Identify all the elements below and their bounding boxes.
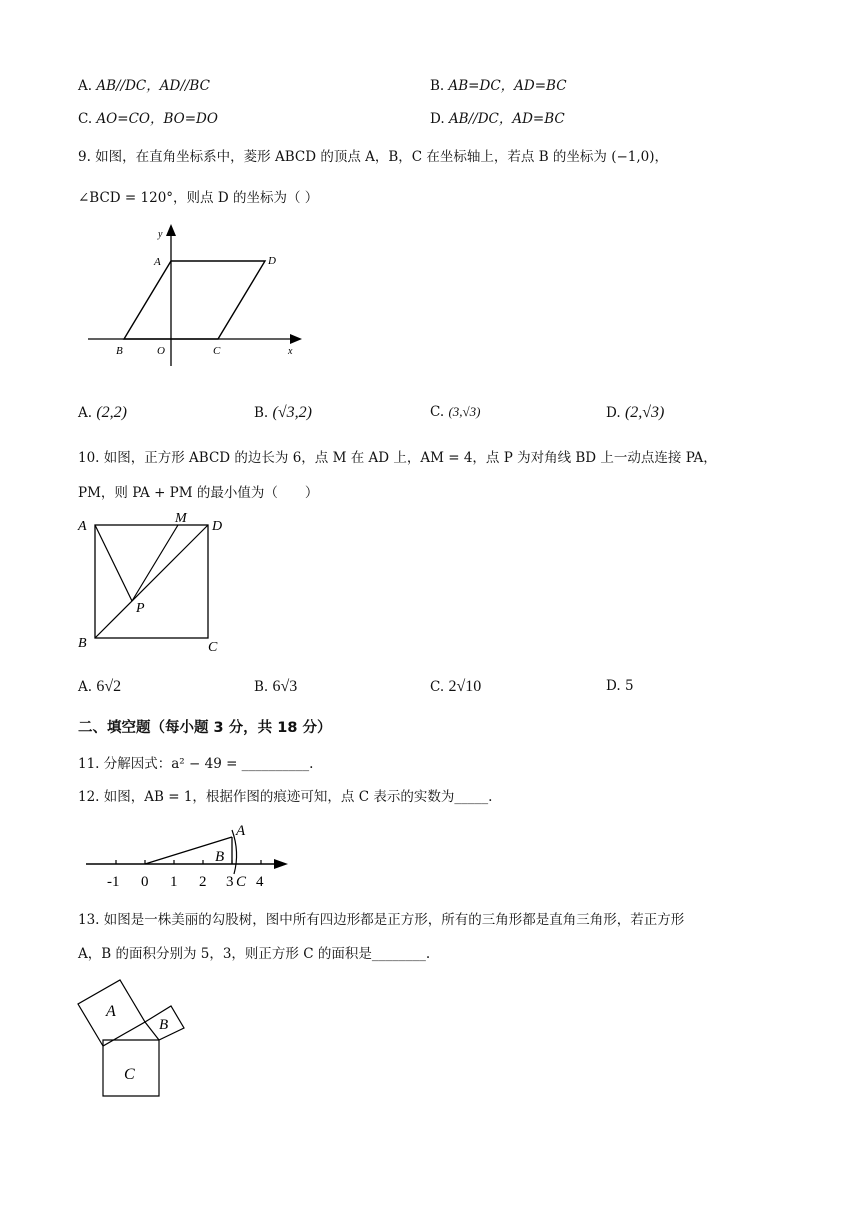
q9-option-b xyxy=(254,404,312,422)
q9-rhombus xyxy=(124,261,265,339)
q9-option-c-text: (3,√3) xyxy=(448,404,481,419)
q12-tick-label-4: 4 xyxy=(256,874,264,890)
q12-tick-label-2: 2 xyxy=(199,874,207,890)
q12-number-line-arrow xyxy=(274,859,288,869)
q8-option-a xyxy=(78,74,210,94)
q9-option-d xyxy=(606,404,664,422)
q10-option-c-text: 2√10 xyxy=(448,678,482,695)
q9-y-arrow xyxy=(166,224,176,236)
q8-option-c xyxy=(78,107,218,127)
q9-label-o: O xyxy=(157,345,165,357)
q10-option-d-text: 5 xyxy=(624,678,634,694)
q9-option-b-label: B. xyxy=(254,405,269,421)
q10-option-d-label: D. xyxy=(606,678,621,694)
q8-option-b-label: B. xyxy=(430,78,445,94)
q8-option-b-text: AB=DC，AD=BC xyxy=(448,78,567,94)
q10-option-a-text: 6√2 xyxy=(96,678,122,695)
q10-label-m: M xyxy=(175,511,187,526)
q8-option-b xyxy=(430,74,567,94)
q10-label-d: D xyxy=(212,519,223,534)
q9-option-a-text: (2,2) xyxy=(96,404,127,421)
q12-tick-label-1: 1 xyxy=(170,874,178,890)
q10-segment-pm xyxy=(132,525,178,601)
q13-label-b: B xyxy=(159,1017,169,1033)
q10-diagonal-bd xyxy=(95,525,208,638)
q9-option-c xyxy=(430,404,480,420)
q12-label-c: C xyxy=(236,874,247,890)
q10-option-c xyxy=(430,678,481,696)
q8-option-a-text: AB//DC，AD//BC xyxy=(96,78,210,94)
q10-option-b-text: 6√3 xyxy=(272,678,298,695)
q10-figure xyxy=(74,508,234,658)
q10-label-p: P xyxy=(136,601,145,616)
q10-option-b xyxy=(254,678,297,696)
q9-stem-line1: 9. 如图，在直角坐标系中，菱形 ABCD 的顶点 A，B，C 在坐标轴上，若点 B 的坐标为 (−1,0)， xyxy=(78,149,669,165)
q13-figure xyxy=(74,976,194,1106)
q12-tick-label-0: 0 xyxy=(141,874,149,890)
q9-option-d-text: (2,√3) xyxy=(624,404,665,421)
q12-tick-label-3: 3 xyxy=(226,874,234,890)
q12-text: 12. 如图，AB = 1，根据作图的痕迹可知，点 C 表示的实数为_____. xyxy=(78,789,493,805)
q10-segment-pa xyxy=(95,525,132,601)
q10-option-c-label: C. xyxy=(430,679,445,695)
q10-label-a: A xyxy=(78,519,87,534)
q8-option-d-text: AB//DC，AD=BC xyxy=(448,111,565,127)
q9-label-c: C xyxy=(213,345,221,357)
q9-label-y: y xyxy=(158,229,163,240)
q9-option-d-label: D. xyxy=(606,405,621,421)
q10-stem-line2: PM，则 PA + PM 的最小值为（ ） xyxy=(78,485,319,501)
q10-label-c: C xyxy=(208,640,218,655)
q12-figure xyxy=(84,814,294,894)
q8-option-d xyxy=(430,107,565,127)
q9-option-b-text: (√3,2) xyxy=(272,404,312,421)
q9-figure xyxy=(80,220,310,370)
q8-option-a-label: A. xyxy=(78,78,93,94)
q9-option-a-label: A. xyxy=(78,405,93,421)
q10-label-b: B xyxy=(78,636,87,651)
q8-option-c-text: AO=CO，BO=DO xyxy=(96,111,218,127)
q13-stem-line1: 13. 如图是一株美丽的勾股树，图中所有四边形都是正方形，所有的三角形都是直角三角形，若正方形 xyxy=(78,912,685,928)
q8-option-c-label: C. xyxy=(78,111,93,127)
section-2-title: 二、填空题（每小题 3 分，共 18 分） xyxy=(78,720,332,736)
q9-x-arrow xyxy=(290,334,302,344)
q12-label-a: A xyxy=(236,823,246,839)
q12-tick-label-neg1: -1 xyxy=(107,874,120,890)
q10-option-b-label: B. xyxy=(254,679,269,695)
q9-label-a: A xyxy=(154,256,161,268)
q8-option-d-label: D. xyxy=(430,111,445,127)
q10-option-d xyxy=(606,678,634,694)
q9-label-d: D xyxy=(268,255,276,267)
q9-label-x: x xyxy=(288,346,293,357)
q10-option-a xyxy=(78,678,121,696)
q9-stem-line2: ∠BCD = 120°，则点 D 的坐标为（ ） xyxy=(78,190,319,206)
q9-option-a xyxy=(78,404,127,422)
q13-label-c: C xyxy=(124,1066,135,1083)
q9-option-c-label: C. xyxy=(430,404,445,420)
q11-text: 11. 分解因式：a² − 49 = __________. xyxy=(78,756,314,772)
q9-label-b: B xyxy=(116,345,123,357)
q13-label-a: A xyxy=(106,1003,116,1020)
q10-stem-line1: 10. 如图，正方形 ABCD 的边长为 6，点 M 在 AD 上，AM = 4，点 P 为对角线 BD 上一动点连接 PA， xyxy=(78,450,717,466)
q13-stem-line2: A，B 的面积分别为 5，3，则正方形 C 的面积是________. xyxy=(78,946,431,962)
q10-option-a-label: A. xyxy=(78,679,93,695)
q12-label-b: B xyxy=(215,849,225,865)
